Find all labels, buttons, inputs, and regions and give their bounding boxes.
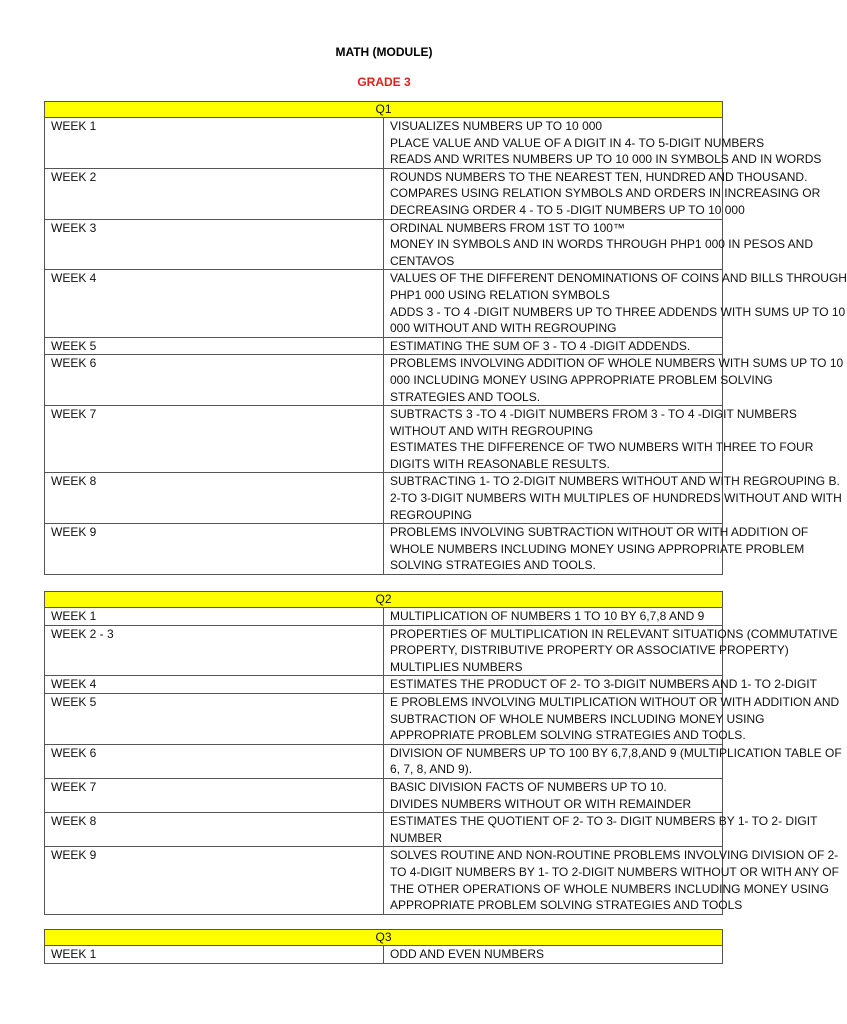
- competency-line: WHOLE NUMBERS INCLUDING MONEY USING APPROPRIATE PROBLEM: [390, 541, 805, 556]
- quarter-table-q1: [44, 101, 847, 575]
- table-row: [45, 625, 723, 676]
- week-cell: WEEK 8: [45, 813, 384, 847]
- week-cell: WEEK 1: [45, 608, 384, 626]
- competency-cell: [384, 524, 809, 575]
- table-row: [45, 744, 723, 778]
- competency-line: MULTIPLICATION OF NUMBERS 1 TO 10 BY 6,7,8 AND 9: [390, 609, 705, 623]
- competency-line: NUMBER: [390, 830, 443, 845]
- competency-line: SUBTRACTING 1- TO 2-DIGIT NUMBERS WITHOUT AND WITH REGROUPING B.: [390, 474, 840, 489]
- competency-cell: [384, 406, 814, 473]
- table-row: [45, 946, 723, 964]
- week-cell: WEEK 4: [45, 676, 384, 694]
- week-cell: WEEK 6: [45, 355, 384, 406]
- competency-line: E PROBLEMS INVOLVING MULTIPLICATION WITHOUT OR WITH ADDITION AND: [390, 694, 840, 709]
- competency-cell: [384, 118, 822, 169]
- competency-line: PROBLEMS INVOLVING SUBTRACTION WITHOUT OR WITH ADDITION OF: [390, 525, 809, 540]
- quarter-label: Q2: [45, 592, 723, 608]
- competency-line: MULTIPLIES NUMBERS: [390, 659, 523, 674]
- competency-line: PROPERTIES OF MULTIPLICATION IN RELEVANT SITUATIONS (COMMUTATIVE: [390, 626, 838, 641]
- competency-line: SOLVES ROUTINE AND NON-ROUTINE PROBLEMS INVOLVING DIVISION OF 2-: [390, 848, 839, 863]
- competency-cell: [384, 355, 844, 406]
- week-cell: WEEK 5: [45, 337, 384, 355]
- competency-line: APPROPRIATE PROBLEM SOLVING STRATEGIES AND TOOLS.: [390, 728, 746, 743]
- table-row: [45, 676, 723, 694]
- competency-line: PROPERTY, DISTRIBUTIVE PROPERTY OR ASSOCIATIVE PROPERTY): [390, 643, 789, 658]
- table-row: [45, 693, 723, 744]
- competency-cell: [384, 219, 813, 270]
- competency-line: DIVIDES NUMBERS WITHOUT OR WITH REMAINDER: [390, 796, 692, 811]
- competency-line: THE OTHER OPERATIONS OF WHOLE NUMBERS INCLUDING MONEY USING: [390, 881, 829, 896]
- competency-line: MONEY IN SYMBOLS AND IN WORDS THROUGH PHP1 000 IN PESOS AND: [390, 237, 813, 252]
- competency-line: SUBTRACTION OF WHOLE NUMBERS INCLUDING MONEY USING: [390, 711, 765, 726]
- competency-line: 6, 7, 8, AND 9).: [390, 762, 473, 777]
- competency-cell: [384, 337, 723, 355]
- competency-cell: [384, 813, 818, 847]
- table-row: [45, 847, 723, 914]
- competency-cell: [384, 946, 723, 964]
- week-cell: WEEK 2 - 3: [45, 625, 384, 676]
- week-cell: WEEK 7: [45, 406, 384, 473]
- competency-cell: [384, 744, 842, 778]
- competency-line: WITHOUT AND WITH REGROUPING: [390, 423, 594, 438]
- competency-line: PHP1 000 USING RELATION SYMBOLS: [390, 287, 610, 302]
- competency-line: ORDINAL NUMBERS FROM 1ST TO 100™: [390, 220, 625, 235]
- week-cell: WEEK 9: [45, 524, 384, 575]
- competency-line: PROBLEMS INVOLVING ADDITION OF WHOLE NUMBERS WITH SUMS UP TO 10: [390, 356, 844, 371]
- competency-line: ESTIMATES THE QUOTIENT OF 2- TO 3- DIGIT NUMBERS BY 1- TO 2- DIGIT: [390, 814, 818, 829]
- week-cell: WEEK 6: [45, 744, 384, 778]
- competency-cell: [384, 168, 821, 219]
- competency-line: ODD AND EVEN NUMBERS: [390, 947, 545, 961]
- competency-line: ESTIMATING THE SUM OF 3 - TO 4 -DIGIT ADDENDS.: [390, 338, 691, 353]
- competency-cell: [384, 608, 723, 626]
- competency-line: ADDS 3 - TO 4 -DIGIT NUMBERS UP TO THREE ADDENDS WITH SUMS UP TO 10: [390, 304, 846, 319]
- competency-cell: [384, 693, 840, 744]
- grade-heading: GRADE 3: [357, 75, 411, 89]
- week-cell: WEEK 2: [45, 168, 384, 219]
- week-cell: WEEK 5: [45, 693, 384, 744]
- competency-line: 000 INCLUDING MONEY USING APPROPRIATE PROBLEM SOLVING: [390, 372, 773, 387]
- document-title: MATH (MODULE): [335, 45, 433, 59]
- week-cell: WEEK 8: [45, 473, 384, 524]
- competency-line: DIVISION OF NUMBERS UP TO 100 BY 6,7,8,AND 9 (MULTIPLICATION TABLE OF: [390, 745, 842, 760]
- table-row: [45, 524, 723, 575]
- table-row: [45, 337, 723, 355]
- competency-line: 2-TO 3-DIGIT NUMBERS WITH MULTIPLES OF HUNDREDS WITHOUT AND WITH: [390, 491, 842, 506]
- competency-line: SOLVING STRATEGIES AND TOOLS.: [390, 558, 596, 573]
- week-cell: WEEK 3: [45, 219, 384, 270]
- competency-line: ESTIMATES THE PRODUCT OF 2- TO 3-DIGIT NUMBERS AND 1- TO 2-DIGIT: [390, 677, 817, 692]
- competency-cell: [384, 625, 838, 676]
- quarter-label: Q1: [45, 102, 723, 118]
- table-row: [45, 813, 723, 847]
- competency-cell: [384, 847, 839, 914]
- competency-line: TO 4-DIGIT NUMBERS BY 1- TO 2-DIGIT NUMBERS WITHOUT OR WITH ANY OF: [390, 864, 839, 879]
- competency-line: VISUALIZES NUMBERS UP TO 10 000: [390, 119, 603, 133]
- table-row: [45, 219, 723, 270]
- quarter-table-q3: [44, 929, 723, 964]
- table-row: [45, 270, 723, 337]
- competency-line: ROUNDS NUMBERS TO THE NEAREST TEN, HUNDRED AND THOUSAND.: [390, 169, 808, 184]
- competency-cell: [384, 676, 817, 694]
- quarter-header-row: [45, 592, 723, 608]
- quarter-label: Q3: [45, 930, 723, 946]
- competency-line: VALUES OF THE DIFFERENT DENOMINATIONS OF COINS AND BILLS THROUGH: [390, 271, 847, 286]
- week-cell: WEEK 7: [45, 778, 384, 812]
- week-cell: WEEK 1: [45, 118, 384, 169]
- table-row: [45, 406, 723, 473]
- competency-line: CENTAVOS: [390, 253, 455, 268]
- competency-line: APPROPRIATE PROBLEM SOLVING STRATEGIES AND TOOLS: [390, 898, 743, 913]
- table-row: [45, 608, 723, 626]
- competency-line: DIGITS WITH REASONABLE RESULTS.: [390, 456, 610, 471]
- competency-cell: [384, 473, 842, 524]
- table-row: [45, 778, 723, 812]
- competency-line: STRATEGIES AND TOOLS.: [390, 389, 541, 404]
- competency-cell: [384, 270, 847, 337]
- week-cell: WEEK 1: [45, 946, 384, 964]
- table-row: [45, 473, 723, 524]
- competency-line: REGROUPING: [390, 507, 473, 522]
- quarter-header-row: [45, 930, 723, 946]
- competency-line: COMPARES USING RELATION SYMBOLS AND ORDERS IN INCREASING OR: [390, 186, 821, 201]
- table-row: [45, 355, 723, 406]
- week-cell: WEEK 9: [45, 847, 384, 914]
- competency-line: ESTIMATES THE DIFFERENCE OF TWO NUMBERS WITH THREE TO FOUR: [390, 440, 814, 455]
- week-cell: WEEK 4: [45, 270, 384, 337]
- competency-line: SUBTRACTS 3 -TO 4 -DIGIT NUMBERS FROM 3 - TO 4 -DIGIT NUMBERS: [390, 407, 797, 422]
- competency-line: PLACE VALUE AND VALUE OF A DIGIT IN 4- TO 5-DIGIT NUMBERS: [390, 135, 765, 150]
- quarter-header-row: [45, 102, 723, 118]
- competency-line: DECREASING ORDER 4 - TO 5 -DIGIT NUMBERS UP TO 10 000: [390, 202, 745, 217]
- competency-line: 000 WITHOUT AND WITH REGROUPING: [390, 321, 617, 336]
- table-row: [45, 168, 723, 219]
- quarter-table-q2: [44, 591, 842, 915]
- competency-cell: [384, 778, 723, 812]
- competency-line: READS AND WRITES NUMBERS UP TO 10 000 IN SYMBOLS AND IN WORDS: [390, 152, 822, 167]
- table-row: [45, 118, 723, 169]
- competency-line: BASIC DIVISION FACTS OF NUMBERS UP TO 10.: [390, 779, 667, 794]
